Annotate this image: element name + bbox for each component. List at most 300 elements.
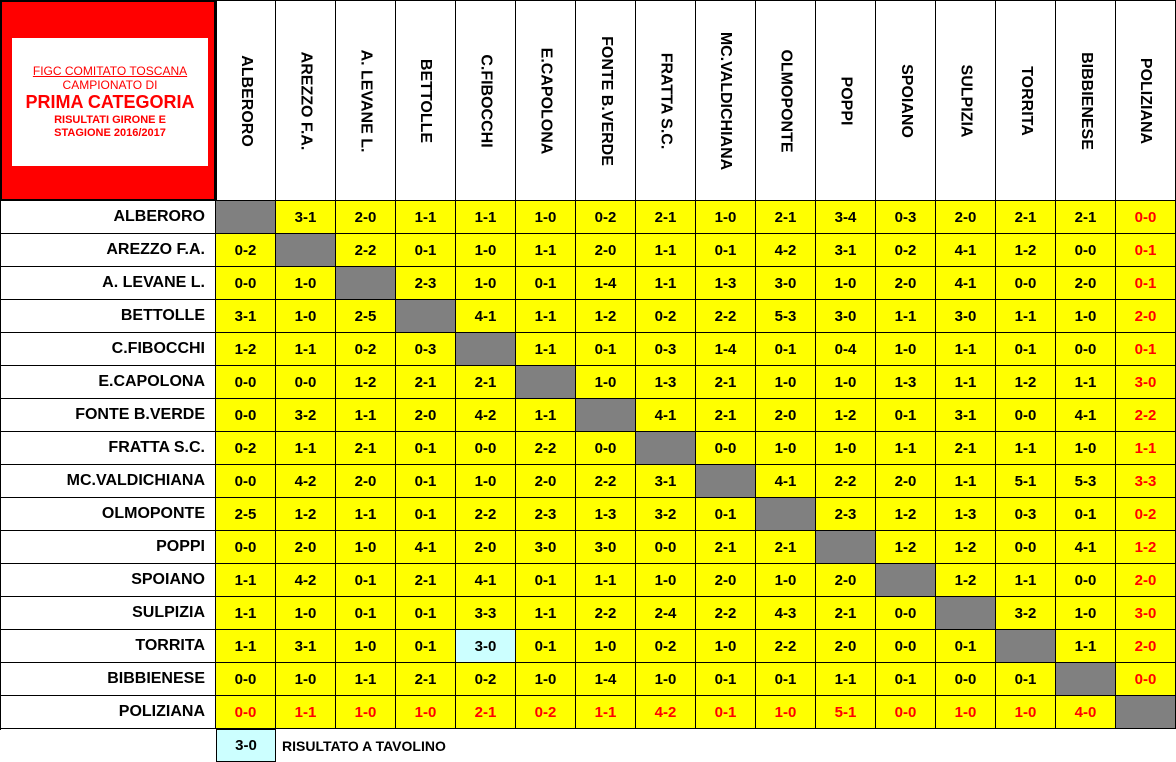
title-line-category: PRIMA CATEGORIA: [25, 92, 195, 113]
row-header: AREZZO F.A.: [0, 234, 216, 267]
score-cell: 1-0: [336, 696, 396, 729]
column-header: [1116, 0, 1176, 201]
score-cell: 1-0: [576, 630, 636, 663]
score-cell: 2-3: [816, 498, 876, 531]
column-header-label: FONTE B.VERDE: [597, 35, 615, 166]
score-cell: 0-2: [636, 300, 696, 333]
score-cell: 2-1: [996, 201, 1056, 234]
column-header: [996, 0, 1056, 201]
score-cell: 1-0: [816, 366, 876, 399]
score-cell: 0-1: [396, 234, 456, 267]
score-cell: 0-1: [1116, 267, 1176, 300]
score-cell: 2-3: [516, 498, 576, 531]
score-cell: 1-0: [456, 465, 516, 498]
column-header: [816, 0, 876, 201]
score-cell: 1-0: [756, 432, 816, 465]
score-cell: 0-1: [1116, 333, 1176, 366]
column-header: [1056, 0, 1116, 201]
row-header: BETTOLLE: [0, 300, 216, 333]
score-cell: 0-0: [216, 399, 276, 432]
score-cell: 0-1: [1116, 234, 1176, 267]
score-cell: 0-1: [876, 399, 936, 432]
score-cell: 0-1: [756, 663, 816, 696]
score-cell: 1-0: [336, 630, 396, 663]
column-header-label: AREZZO F.A.: [297, 51, 315, 150]
score-cell: 0-1: [696, 234, 756, 267]
score-cell: 1-0: [636, 564, 696, 597]
score-cell: 3-0: [516, 531, 576, 564]
score-cell: 3-0: [936, 300, 996, 333]
score-cell: 1-3: [876, 366, 936, 399]
score-cell: 0-1: [696, 696, 756, 729]
column-header: [276, 0, 336, 201]
score-cell: 4-3: [756, 597, 816, 630]
row-header: TORRITA: [0, 630, 216, 663]
score-cell: 1-1: [396, 201, 456, 234]
score-cell: 1-1: [876, 432, 936, 465]
score-cell: 0-1: [876, 663, 936, 696]
score-cell: 1-0: [276, 300, 336, 333]
row-header: OLMOPONTE: [0, 498, 216, 531]
score-cell: 1-1: [876, 300, 936, 333]
column-header-label: POPPI: [837, 76, 855, 125]
score-cell: 0-0: [1056, 333, 1116, 366]
score-cell: 2-0: [336, 465, 396, 498]
score-cell: 1-3: [576, 498, 636, 531]
score-cell: 0-1: [516, 630, 576, 663]
score-cell: 1-1: [516, 597, 576, 630]
score-cell: 2-1: [756, 531, 816, 564]
score-cell: 0-0: [216, 696, 276, 729]
score-cell: 1-0: [336, 531, 396, 564]
score-cell: 1-1: [816, 663, 876, 696]
score-cell: 2-0: [456, 531, 516, 564]
score-cell: 2-0: [276, 531, 336, 564]
score-cell: 2-1: [696, 366, 756, 399]
score-cell: 1-0: [696, 630, 756, 663]
score-cell: 1-1: [216, 564, 276, 597]
score-cell: 0-0: [1056, 564, 1116, 597]
title-box: [0, 0, 216, 201]
column-header-label: MC.VALDICHIANA: [717, 31, 735, 170]
score-cell: 2-0: [1056, 267, 1116, 300]
score-cell: 1-0: [576, 366, 636, 399]
score-cell: 1-2: [276, 498, 336, 531]
column-header: [936, 0, 996, 201]
score-cell: 1-1: [516, 300, 576, 333]
score-cell: 1-3: [636, 366, 696, 399]
blank-cell: [516, 366, 576, 399]
score-cell: 0-0: [876, 597, 936, 630]
score-cell: 2-1: [816, 597, 876, 630]
blank-cell: [1056, 663, 1116, 696]
score-cell: 2-2: [756, 630, 816, 663]
score-cell: 1-1: [456, 201, 516, 234]
score-cell: 3-1: [936, 399, 996, 432]
score-cell: 1-2: [936, 531, 996, 564]
score-cell: 3-0: [1116, 366, 1176, 399]
score-cell: 1-0: [516, 663, 576, 696]
score-cell: 5-1: [996, 465, 1056, 498]
score-cell: 2-2: [696, 597, 756, 630]
score-cell: 2-1: [456, 366, 516, 399]
row-header: POPPI: [0, 531, 216, 564]
score-cell: 1-0: [1056, 432, 1116, 465]
score-cell: 1-0: [936, 696, 996, 729]
score-cell: 1-4: [576, 267, 636, 300]
score-cell: 4-2: [456, 399, 516, 432]
score-cell: 1-4: [576, 663, 636, 696]
score-cell: 1-0: [636, 663, 696, 696]
score-cell: 1-2: [1116, 531, 1176, 564]
score-cell: 1-0: [456, 234, 516, 267]
blank-cell: [696, 465, 756, 498]
score-cell: 2-0: [936, 201, 996, 234]
score-cell: 0-0: [216, 663, 276, 696]
score-cell: 0-1: [396, 432, 456, 465]
blank-cell: [576, 399, 636, 432]
column-header-label: FRATTA S.C.: [657, 52, 675, 149]
score-cell: 2-2: [456, 498, 516, 531]
score-cell: 1-2: [216, 333, 276, 366]
score-cell: 1-0: [276, 267, 336, 300]
column-header-label: POLIZIANA: [1137, 57, 1155, 144]
score-cell: 2-2: [336, 234, 396, 267]
score-cell: 1-1: [216, 630, 276, 663]
score-cell: 1-1: [516, 399, 576, 432]
row-header: SULPIZIA: [0, 597, 216, 630]
score-cell: 1-1: [636, 267, 696, 300]
score-cell: 3-2: [636, 498, 696, 531]
score-cell: 0-3: [396, 333, 456, 366]
column-header-label: A. LEVANE L.: [357, 49, 375, 152]
blank-cell: [876, 564, 936, 597]
score-cell: 2-0: [1116, 630, 1176, 663]
score-cell: 2-2: [816, 465, 876, 498]
column-header-label: C.FIBOCCHI: [477, 53, 495, 148]
score-cell: 3-1: [276, 201, 336, 234]
score-cell: 4-0: [1056, 696, 1116, 729]
column-header-label: SULPIZIA: [957, 64, 975, 137]
score-cell: 1-0: [1056, 300, 1116, 333]
score-cell: 0-1: [696, 663, 756, 696]
score-cell: 1-1: [996, 564, 1056, 597]
score-cell: 1-2: [996, 234, 1056, 267]
score-cell: 0-3: [996, 498, 1056, 531]
score-cell: 0-0: [216, 267, 276, 300]
score-cell: 0-1: [336, 564, 396, 597]
score-cell: 1-1: [636, 234, 696, 267]
score-cell: 1-1: [576, 696, 636, 729]
score-cell: 1-1: [336, 399, 396, 432]
title-line-group: RISULTATI GIRONE E: [54, 114, 166, 126]
column-header: [216, 0, 276, 201]
score-cell: 3-0: [456, 630, 516, 663]
score-cell: 0-1: [696, 498, 756, 531]
blank-cell: [456, 333, 516, 366]
score-cell: 0-2: [336, 333, 396, 366]
score-cell: 1-4: [696, 333, 756, 366]
score-cell: 2-2: [576, 465, 636, 498]
score-cell: 0-0: [1056, 234, 1116, 267]
score-cell: 3-1: [636, 465, 696, 498]
row-header: E.CAPOLONA: [0, 366, 216, 399]
score-cell: 4-1: [456, 300, 516, 333]
score-cell: 0-0: [216, 465, 276, 498]
score-cell: 0-0: [1116, 201, 1176, 234]
column-header-label: ALBERORO: [238, 54, 255, 147]
title-line-season: STAGIONE 2016/2017: [54, 127, 166, 140]
score-cell: 4-1: [936, 234, 996, 267]
score-cell: 0-1: [396, 465, 456, 498]
row-header: MC.VALDICHIANA: [0, 465, 216, 498]
score-cell: 0-1: [396, 498, 456, 531]
column-header: [636, 0, 696, 201]
score-cell: 4-1: [1056, 531, 1116, 564]
score-cell: 1-3: [696, 267, 756, 300]
column-header: [876, 0, 936, 201]
score-cell: 0-1: [936, 630, 996, 663]
column-header-label: E.CAPOLONA: [537, 47, 555, 154]
blank-cell: [756, 498, 816, 531]
score-cell: 2-0: [516, 465, 576, 498]
score-cell: 0-1: [996, 663, 1056, 696]
score-cell: 1-0: [756, 366, 816, 399]
title-panel: [12, 38, 208, 166]
score-cell: 1-0: [1056, 597, 1116, 630]
score-cell: 0-1: [576, 333, 636, 366]
score-cell: 1-1: [516, 234, 576, 267]
score-cell: 1-1: [1116, 432, 1176, 465]
score-cell: 2-1: [696, 399, 756, 432]
column-header: [396, 0, 456, 201]
row-header: BIBBIENESE: [0, 663, 216, 696]
column-header-label: SPOIANO: [897, 63, 915, 138]
score-cell: 0-1: [516, 267, 576, 300]
score-cell: 2-5: [336, 300, 396, 333]
score-cell: 0-0: [996, 531, 1056, 564]
score-cell: 3-1: [216, 300, 276, 333]
score-cell: 1-1: [576, 564, 636, 597]
column-header-label: BIBBIENESE: [1077, 51, 1095, 150]
column-header: [456, 0, 516, 201]
score-cell: 1-0: [516, 201, 576, 234]
score-cell: 2-1: [336, 432, 396, 465]
score-cell: 1-2: [876, 531, 936, 564]
score-cell: 2-2: [696, 300, 756, 333]
score-cell: 0-1: [996, 333, 1056, 366]
score-cell: 0-0: [996, 399, 1056, 432]
blank-cell: [336, 267, 396, 300]
column-header: [336, 0, 396, 201]
score-cell: 1-1: [996, 300, 1056, 333]
score-cell: 4-1: [756, 465, 816, 498]
score-cell: 1-1: [1056, 366, 1116, 399]
score-cell: 0-2: [216, 432, 276, 465]
row-header: SPOIANO: [0, 564, 216, 597]
score-cell: 1-2: [576, 300, 636, 333]
score-cell: 2-0: [396, 399, 456, 432]
score-cell: 0-0: [996, 267, 1056, 300]
score-cell: 2-0: [876, 267, 936, 300]
score-cell: 2-0: [576, 234, 636, 267]
column-header: [576, 0, 636, 201]
score-cell: 0-0: [696, 432, 756, 465]
score-cell: 1-1: [936, 333, 996, 366]
column-header: [696, 0, 756, 201]
score-cell: 0-1: [516, 564, 576, 597]
score-cell: 1-0: [996, 696, 1056, 729]
score-cell: 1-0: [276, 597, 336, 630]
score-cell: 2-1: [936, 432, 996, 465]
blank-cell: [816, 531, 876, 564]
column-header-label: BETTOLLE: [417, 58, 435, 143]
score-cell: 1-1: [1056, 630, 1116, 663]
score-cell: 2-1: [396, 564, 456, 597]
score-cell: 1-2: [876, 498, 936, 531]
score-cell: 2-2: [516, 432, 576, 465]
row-header: FRATTA S.C.: [0, 432, 216, 465]
score-cell: 0-0: [936, 663, 996, 696]
row-header: ALBERORO: [0, 201, 216, 234]
score-cell: 1-2: [936, 564, 996, 597]
score-cell: 2-1: [756, 201, 816, 234]
row-header: C.FIBOCCHI: [0, 333, 216, 366]
title-line-federation: FIGC COMITATO TOSCANA: [32, 63, 188, 78]
blank-cell: [996, 630, 1056, 663]
legend-label: RISULTATO A TAVOLINO: [282, 737, 446, 754]
score-cell: 2-0: [336, 201, 396, 234]
row-header: FONTE B.VERDE: [0, 399, 216, 432]
score-cell: 4-1: [456, 564, 516, 597]
score-cell: 1-2: [816, 399, 876, 432]
blank-cell: [396, 300, 456, 333]
score-cell: 0-0: [876, 630, 936, 663]
score-cell: 1-1: [936, 366, 996, 399]
blank-cell: [636, 432, 696, 465]
score-cell: 4-1: [1056, 399, 1116, 432]
score-cell: 1-1: [216, 597, 276, 630]
score-cell: 2-0: [816, 564, 876, 597]
score-cell: 2-4: [636, 597, 696, 630]
blank-cell: [936, 597, 996, 630]
score-cell: 4-2: [636, 696, 696, 729]
blank-cell: [276, 234, 336, 267]
score-cell: 2-0: [1116, 564, 1176, 597]
score-cell: 3-0: [816, 300, 876, 333]
score-cell: 3-0: [756, 267, 816, 300]
score-cell: 2-5: [216, 498, 276, 531]
column-header-label: OLMOPONTE: [777, 48, 795, 153]
score-cell: 0-1: [756, 333, 816, 366]
score-cell: 1-2: [996, 366, 1056, 399]
score-cell: 4-2: [756, 234, 816, 267]
score-cell: 3-0: [576, 531, 636, 564]
score-cell: 1-0: [756, 696, 816, 729]
column-header: [516, 0, 576, 201]
score-cell: 3-1: [276, 630, 336, 663]
title-line-championship: CAMPIONATO DI: [62, 78, 158, 93]
score-cell: 0-1: [396, 630, 456, 663]
score-cell: 1-0: [276, 663, 336, 696]
score-cell: 1-2: [336, 366, 396, 399]
score-cell: 2-2: [576, 597, 636, 630]
score-cell: 0-2: [576, 201, 636, 234]
score-cell: 2-1: [396, 366, 456, 399]
score-cell: 0-0: [216, 531, 276, 564]
score-cell: 3-4: [816, 201, 876, 234]
score-cell: 1-3: [936, 498, 996, 531]
score-cell: 1-0: [876, 333, 936, 366]
blank-cell: [1116, 696, 1176, 729]
score-cell: 2-0: [816, 630, 876, 663]
score-cell: 0-2: [1116, 498, 1176, 531]
score-cell: 3-0: [1116, 597, 1176, 630]
score-cell: 5-1: [816, 696, 876, 729]
score-cell: 1-1: [936, 465, 996, 498]
score-cell: 0-2: [456, 663, 516, 696]
score-cell: 1-1: [276, 333, 336, 366]
score-cell: 0-0: [876, 696, 936, 729]
score-cell: 2-0: [1116, 300, 1176, 333]
score-cell: 1-1: [276, 432, 336, 465]
score-cell: 0-0: [636, 531, 696, 564]
score-cell: 2-3: [396, 267, 456, 300]
score-cell: 2-1: [1056, 201, 1116, 234]
score-cell: 4-2: [276, 465, 336, 498]
score-cell: 0-1: [336, 597, 396, 630]
score-cell: 1-0: [696, 201, 756, 234]
score-cell: 1-0: [396, 696, 456, 729]
row-header: A. LEVANE L.: [0, 267, 216, 300]
score-cell: 0-3: [876, 201, 936, 234]
score-cell: 2-2: [1116, 399, 1176, 432]
score-cell: 0-0: [216, 366, 276, 399]
score-cell: 2-1: [636, 201, 696, 234]
score-cell: 0-2: [636, 630, 696, 663]
score-cell: 5-3: [1056, 465, 1116, 498]
score-cell: 1-1: [336, 498, 396, 531]
score-cell: 4-1: [636, 399, 696, 432]
score-cell: 1-0: [816, 432, 876, 465]
score-cell: 0-0: [576, 432, 636, 465]
score-cell: 3-2: [996, 597, 1056, 630]
score-cell: 0-0: [276, 366, 336, 399]
score-cell: 0-2: [876, 234, 936, 267]
score-cell: 1-0: [816, 267, 876, 300]
score-cell: 3-3: [1116, 465, 1176, 498]
score-cell: 2-1: [456, 696, 516, 729]
score-cell: 2-1: [396, 663, 456, 696]
score-cell: 1-1: [276, 696, 336, 729]
score-cell: 5-3: [756, 300, 816, 333]
score-cell: 2-0: [696, 564, 756, 597]
legend-swatch: 3-0: [216, 729, 276, 762]
score-cell: 0-4: [816, 333, 876, 366]
score-cell: 0-1: [1056, 498, 1116, 531]
score-cell: 4-2: [276, 564, 336, 597]
score-cell: 3-3: [456, 597, 516, 630]
score-cell: 0-1: [396, 597, 456, 630]
score-cell: 1-1: [516, 333, 576, 366]
score-cell: 0-3: [636, 333, 696, 366]
score-cell: 0-2: [216, 234, 276, 267]
row-header: POLIZIANA: [0, 696, 216, 729]
column-header-label: TORRITA: [1017, 65, 1035, 136]
score-cell: 0-0: [1116, 663, 1176, 696]
score-cell: 1-1: [996, 432, 1056, 465]
score-cell: 4-1: [396, 531, 456, 564]
